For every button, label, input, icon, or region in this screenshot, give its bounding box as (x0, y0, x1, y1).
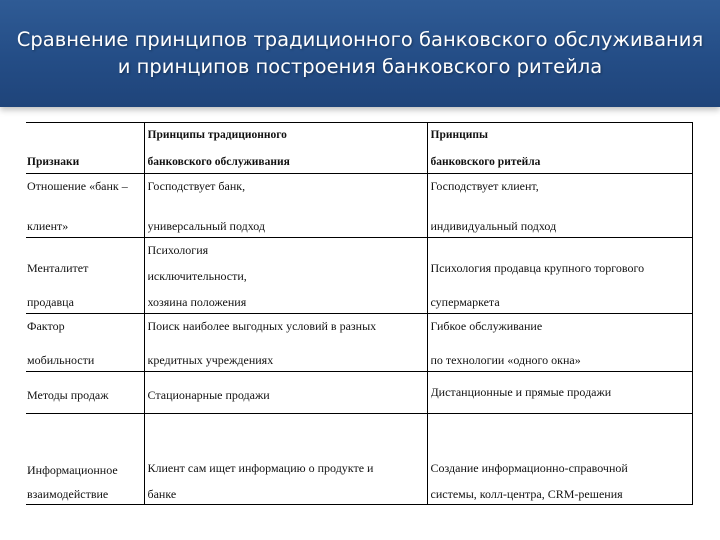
row-label-cell (26, 237, 144, 313)
table-row (26, 313, 693, 371)
traditional-text-line: Поиск наиболее выгодных условий в разных (147, 319, 377, 333)
row-label-line: клиент» (27, 219, 69, 233)
traditional-text-line: Клиент сам ищет информацию о продукте и (147, 461, 374, 475)
retail-text-line: Дистанционные и прямые продажи (430, 385, 612, 399)
row-label-line: Информационное (27, 463, 118, 477)
table-row (26, 413, 693, 505)
comparison-table (26, 122, 693, 505)
traditional-cell (144, 371, 427, 413)
row-label-line: мобильности (27, 353, 95, 367)
slide-title-line-2: и принципов построения банковского ритейла (117, 55, 603, 78)
row-label-cell (26, 173, 144, 237)
table-row (26, 237, 693, 313)
slide-title-line-1: Сравнение принципов традиционного банковского обслуживания (16, 28, 704, 51)
row-label-line: Методы продаж (27, 388, 109, 402)
slide-title (0, 26, 720, 80)
header-features-label: Признаки (27, 155, 80, 168)
retail-text-line: Господствует клиент, (430, 179, 539, 193)
header-traditional-line-1: Принципы традиционного (147, 129, 287, 141)
traditional-text-line: универсальный подход (147, 219, 266, 233)
retail-text-line: по технологии «одного окна» (430, 353, 581, 367)
row-label-line: продавца (27, 295, 74, 309)
traditional-text-line: Психология (147, 243, 209, 257)
row-label-line: взаимодействие (27, 488, 109, 501)
traditional-text-line: исключительности, (147, 269, 247, 283)
row-label-line: Фактор (27, 319, 65, 333)
row-label-cell (26, 371, 144, 413)
row-label-line: Отношение «банк – (27, 179, 128, 193)
traditional-cell (144, 173, 427, 237)
traditional-text-line: Стационарные продажи (147, 388, 270, 402)
traditional-cell (144, 413, 427, 505)
traditional-text-line: Господствует банк, (147, 179, 246, 193)
row-label-cell (26, 313, 144, 371)
traditional-text-line: банке (147, 488, 177, 501)
retail-cell (427, 237, 693, 313)
header-cell-features (26, 123, 144, 173)
traditional-text-line: кредитных учреждениях (147, 353, 274, 367)
retail-text-line: Гибкое обслуживание (430, 319, 543, 333)
retail-text-line: Психология продавца крупного торгового (430, 261, 645, 275)
retail-cell (427, 371, 693, 413)
slide-header (0, 0, 720, 107)
table-row (26, 371, 693, 413)
traditional-cell (144, 313, 427, 371)
retail-text-line: супермаркета (430, 295, 500, 309)
retail-text-line: индивидуальный подход (430, 219, 557, 233)
retail-cell (427, 413, 693, 505)
header-cell-traditional (144, 123, 427, 173)
header-traditional-line-2: банковского обслуживания (147, 155, 290, 168)
header-retail-line-2: банковского ритейла (430, 155, 541, 168)
retail-text-line: системы, колл-центра, CRM-решения (430, 488, 623, 501)
table-row (26, 173, 693, 237)
header-retail-line-1: Принципы (430, 129, 488, 141)
table-header-row (26, 123, 693, 173)
traditional-cell (144, 237, 427, 313)
row-label-line: Менталитет (27, 261, 89, 275)
retail-cell (427, 313, 693, 371)
retail-text-line: Создание информационно-справочной (430, 461, 628, 475)
retail-cell (427, 173, 693, 237)
header-cell-retail (427, 123, 693, 173)
traditional-text-line: хозяина положения (147, 295, 247, 309)
row-label-cell (26, 413, 144, 505)
